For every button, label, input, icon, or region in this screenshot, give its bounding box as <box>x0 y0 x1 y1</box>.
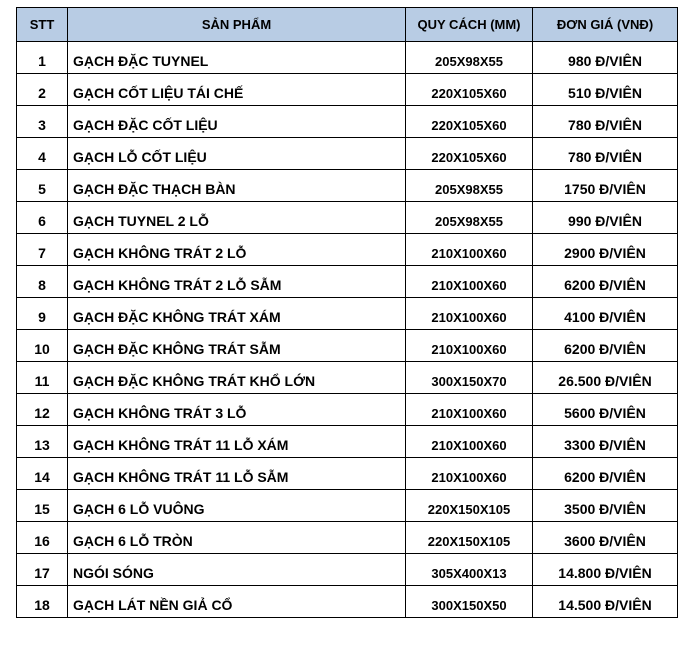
cell-price: 5600 Đ/VIÊN <box>533 394 678 426</box>
cell-spec: 300X150X50 <box>406 586 533 618</box>
cell-stt: 7 <box>17 234 68 266</box>
table-row <box>17 106 678 138</box>
table-row <box>17 298 678 330</box>
cell-spec: 210X100X60 <box>406 266 533 298</box>
cell-price: 3300 Đ/VIÊN <box>533 426 678 458</box>
price-table <box>16 7 678 618</box>
table-row <box>17 266 678 298</box>
cell-stt: 4 <box>17 138 68 170</box>
cell-stt: 8 <box>17 266 68 298</box>
cell-price: 780 Đ/VIÊN <box>533 138 678 170</box>
cell-spec: 205X98X55 <box>406 202 533 234</box>
cell-price: 1750 Đ/VIÊN <box>533 170 678 202</box>
table-row <box>17 170 678 202</box>
cell-stt: 3 <box>17 106 68 138</box>
cell-stt: 11 <box>17 362 68 394</box>
table-row <box>17 330 678 362</box>
cell-spec: 220X150X105 <box>406 522 533 554</box>
table-row <box>17 458 678 490</box>
cell-price: 3600 Đ/VIÊN <box>533 522 678 554</box>
cell-stt: 12 <box>17 394 68 426</box>
cell-stt: 18 <box>17 586 68 618</box>
cell-product: GẠCH ĐẶC CỐT LIỆU <box>68 106 406 138</box>
cell-stt: 15 <box>17 490 68 522</box>
cell-spec: 300X150X70 <box>406 362 533 394</box>
cell-product: GẠCH TUYNEL 2 LỖ <box>68 202 406 234</box>
cell-product: GẠCH LÁT NỀN GIẢ CỔ <box>68 586 406 618</box>
cell-spec: 210X100X60 <box>406 330 533 362</box>
cell-spec: 205X98X55 <box>406 42 533 74</box>
cell-spec: 210X100X60 <box>406 458 533 490</box>
cell-stt: 10 <box>17 330 68 362</box>
header-price: ĐƠN GIÁ (VNĐ) <box>533 8 678 42</box>
cell-product: GẠCH KHÔNG TRÁT 11 LỖ SẪM <box>68 458 406 490</box>
cell-spec: 305X400X13 <box>406 554 533 586</box>
table-row <box>17 234 678 266</box>
cell-spec: 220X105X60 <box>406 106 533 138</box>
header-product: SẢN PHẨM <box>68 8 406 42</box>
cell-stt: 5 <box>17 170 68 202</box>
table-header <box>17 8 678 42</box>
cell-price: 780 Đ/VIÊN <box>533 106 678 138</box>
cell-product: GẠCH ĐẶC KHÔNG TRÁT SẪM <box>68 330 406 362</box>
table-row <box>17 362 678 394</box>
cell-spec: 210X100X60 <box>406 298 533 330</box>
cell-price: 14.800 Đ/VIÊN <box>533 554 678 586</box>
cell-price: 4100 Đ/VIÊN <box>533 298 678 330</box>
cell-spec: 210X100X60 <box>406 426 533 458</box>
cell-spec: 220X105X60 <box>406 74 533 106</box>
cell-spec: 220X150X105 <box>406 490 533 522</box>
cell-product: GẠCH KHÔNG TRÁT 3 LỖ <box>68 394 406 426</box>
header-row <box>17 8 678 42</box>
cell-price: 26.500 Đ/VIÊN <box>533 362 678 394</box>
table-row <box>17 138 678 170</box>
cell-price: 990 Đ/VIÊN <box>533 202 678 234</box>
table-row <box>17 490 678 522</box>
cell-price: 510 Đ/VIÊN <box>533 74 678 106</box>
cell-product: NGÓI SÓNG <box>68 554 406 586</box>
cell-product: GẠCH ĐẶC KHÔNG TRÁT XÁM <box>68 298 406 330</box>
cell-stt: 13 <box>17 426 68 458</box>
cell-price: 980 Đ/VIÊN <box>533 42 678 74</box>
cell-product: GẠCH ĐẶC KHÔNG TRÁT KHỔ LỚN <box>68 362 406 394</box>
table-row <box>17 426 678 458</box>
table-row <box>17 586 678 618</box>
cell-price: 2900 Đ/VIÊN <box>533 234 678 266</box>
cell-product: GẠCH ĐẶC TUYNEL <box>68 42 406 74</box>
cell-spec: 205X98X55 <box>406 170 533 202</box>
cell-product: GẠCH KHÔNG TRÁT 11 LỖ XÁM <box>68 426 406 458</box>
cell-stt: 1 <box>17 42 68 74</box>
table-row <box>17 202 678 234</box>
cell-stt: 16 <box>17 522 68 554</box>
table-body <box>17 42 678 618</box>
cell-product: GẠCH KHÔNG TRÁT 2 LỖ <box>68 234 406 266</box>
cell-spec: 210X100X60 <box>406 394 533 426</box>
cell-product: GẠCH ĐẶC THẠCH BÀN <box>68 170 406 202</box>
cell-price: 14.500 Đ/VIÊN <box>533 586 678 618</box>
cell-spec: 210X100X60 <box>406 234 533 266</box>
table-row <box>17 394 678 426</box>
cell-price: 3500 Đ/VIÊN <box>533 490 678 522</box>
cell-price: 6200 Đ/VIÊN <box>533 266 678 298</box>
cell-stt: 9 <box>17 298 68 330</box>
cell-product: GẠCH KHÔNG TRÁT 2 LỖ SẪM <box>68 266 406 298</box>
header-stt: STT <box>17 8 68 42</box>
cell-product: GẠCH 6 LỖ VUÔNG <box>68 490 406 522</box>
cell-price: 6200 Đ/VIÊN <box>533 458 678 490</box>
cell-price: 6200 Đ/VIÊN <box>533 330 678 362</box>
cell-stt: 2 <box>17 74 68 106</box>
cell-stt: 6 <box>17 202 68 234</box>
cell-spec: 220X105X60 <box>406 138 533 170</box>
cell-product: GẠCH CỐT LIỆU TÁI CHẾ <box>68 74 406 106</box>
table-row <box>17 554 678 586</box>
cell-product: GẠCH 6 LỖ TRÒN <box>68 522 406 554</box>
table-row <box>17 522 678 554</box>
cell-stt: 14 <box>17 458 68 490</box>
table-row <box>17 42 678 74</box>
cell-product: GẠCH LỖ CỐT LIỆU <box>68 138 406 170</box>
cell-stt: 17 <box>17 554 68 586</box>
table-row <box>17 74 678 106</box>
header-spec: QUY CÁCH (MM) <box>406 8 533 42</box>
